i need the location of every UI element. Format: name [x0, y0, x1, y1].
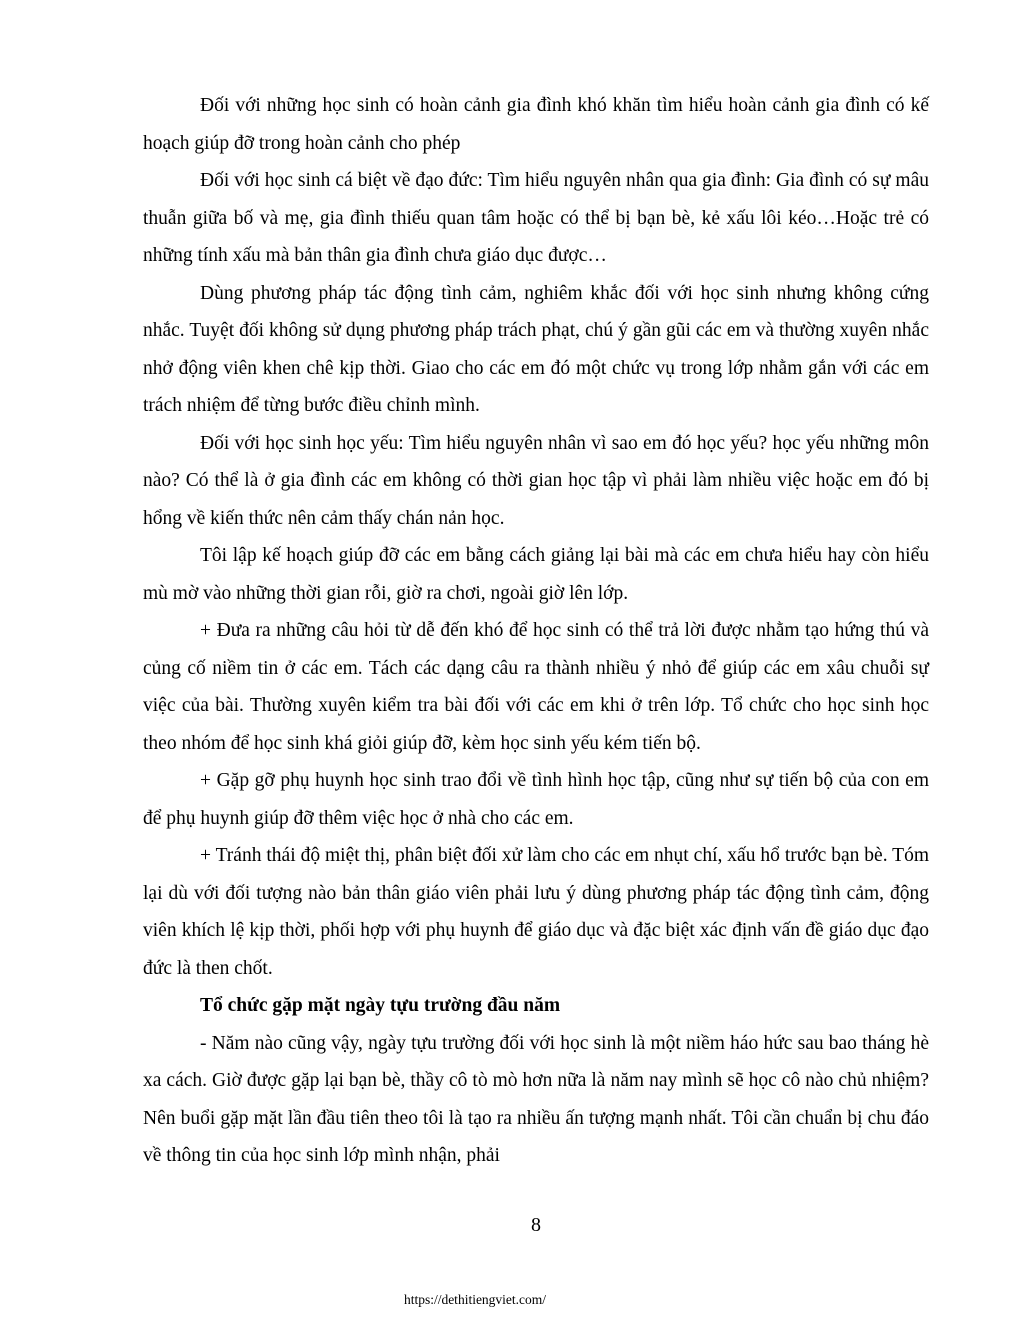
- paragraph: + Tránh thái độ miệt thị, phân biệt đối xử làm cho các em nhụt chí, xấu hổ trước bạn bè. Tóm lại dù với đối tượng nào bản thân giáo viên phải lưu ý dùng phương pháp tác động tình cảm, động viên khích lệ kịp thời, phối hợp với phụ huynh để giáo dục và đặc biệt xác định vấn đề giáo dục đạo đức là then chốt.: [143, 845, 929, 979]
- paragraph: - Năm nào cũng vậy, ngày tựu trường đối với học sinh là một niềm háo hức sau bao tháng hè xa cách. Giờ được gặp lại bạn bè, thầy cô tò mò hơn nữa là năm nay mình sẽ học cô nào chủ nhiệm? Nên buổi gặp mặt lần đầu tiên theo tôi là tạo ra nhiều ấn tượng mạnh nhất. Tôi cần chuẩn bị chu đáo về thông tin của học sinh lớp mình nhận, phải: [143, 1032, 929, 1166]
- paragraph: + Đưa ra những câu hỏi từ dễ đến khó để học sinh có thể trả lời được nhằm tạo hứng thú và củng cố niềm tin ở các em. Tách các dạng câu ra thành nhiều ý nhỏ để giúp các em xâu chuỗi sự việc của bài. Thường xuyên kiểm tra bài đối với các em khi ở trên lớp. Tổ chức cho học sinh học theo nhóm để học sinh khá giỏi giúp đỡ, kèm học sinh yếu kém tiến bộ.: [143, 620, 929, 754]
- paragraph: Dùng phương pháp tác động tình cảm, nghiêm khắc đối với học sinh nhưng không cứng nhắc. Tuyệt đối không sử dụng phương pháp trách phạt, chú ý gần gũi các em và thường xuyên nhắc nhở động viên khen chê kịp thời. Giao cho các em đó một chức vụ trong lớp nhằm gắn với các em trách nhiệm để từng bước điều chỉnh mình.: [143, 282, 929, 416]
- page-number: 8: [531, 1214, 541, 1236]
- paragraph: Đối với học sinh cá biệt về đạo đức: Tìm hiểu nguyên nhân qua gia đình: Gia đình có sự mâu thuẫn giữa bố và mẹ, gia đình thiếu quan tâm hoặc có thể bị bạn bè, kẻ xấu lôi kéo…Hoặc trẻ có những tính xấu mà bản thân gia đình chưa giáo dục được…: [143, 170, 929, 266]
- document-body: [143, 87, 929, 1175]
- paragraph: + Gặp gỡ phụ huynh học sinh trao đổi về tình hình học tập, cũng như sự tiến bộ của con em để phụ huynh giúp đỡ thêm việc học ở nhà cho các em.: [143, 770, 929, 829]
- footer-url[interactable]: https://dethitiengviet.com/: [403, 1292, 547, 1307]
- paragraph: Đối với những học sinh có hoàn cảnh gia đình khó khăn tìm hiểu hoàn cảnh gia đình có kế hoạch giúp đỡ trong hoàn cảnh cho phép: [143, 95, 929, 154]
- section-heading: Tổ chức gặp mặt ngày tựu trường đầu năm: [200, 995, 561, 1016]
- paragraph: Tôi lập kế hoạch giúp đỡ các em bằng cách giảng lại bài mà các em chưa hiểu hay còn hiểu mù mờ vào những thời gian rỗi, giờ ra chơi, ngoài giờ lên lớp.: [143, 545, 929, 604]
- paragraph: Đối với học sinh học yếu: Tìm hiểu nguyên nhân vì sao em đó học yếu? học yếu những môn nào? Có thể là ở gia đình các em không có thời gian học tập vì phải làm nhiều việc hoặc em đó bị hổng về kiến thức nên cảm thấy chán nản học.: [143, 432, 929, 529]
